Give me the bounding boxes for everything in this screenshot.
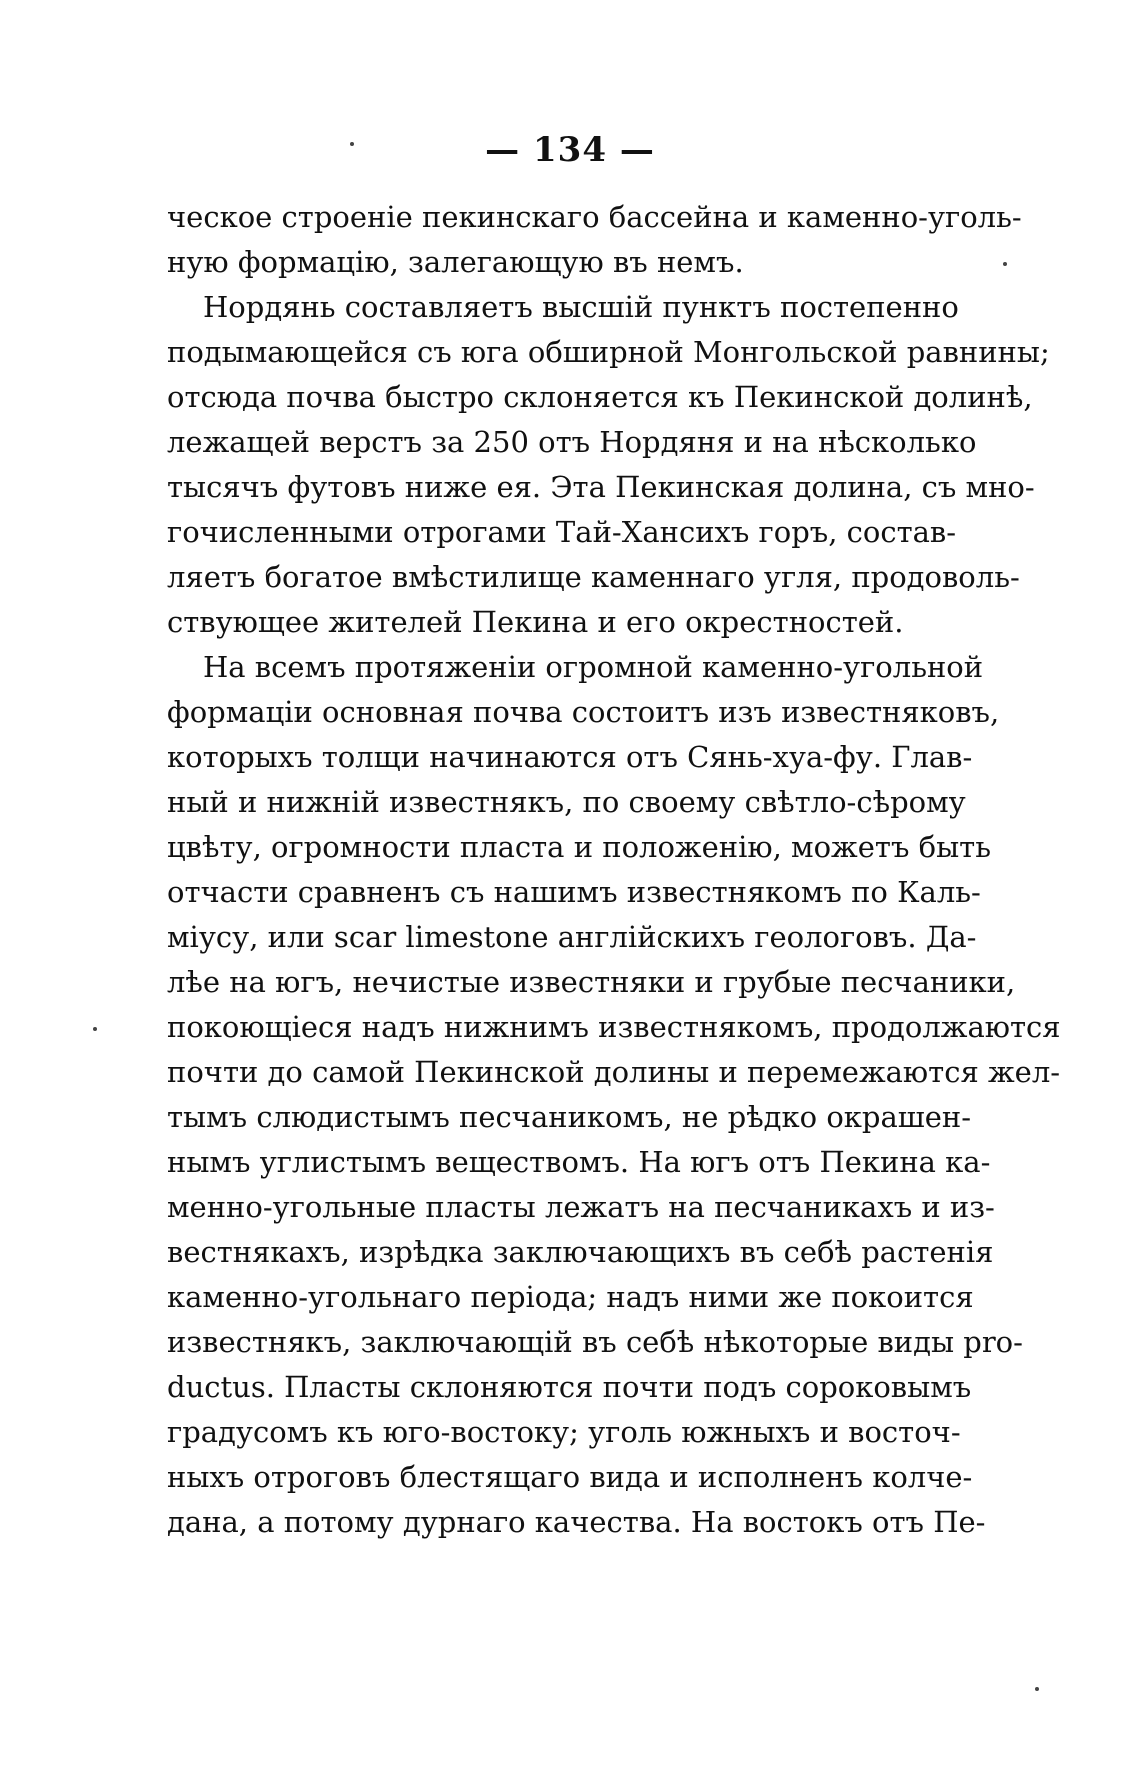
text-line: ную формацію, залегающую въ немъ. <box>167 245 744 279</box>
print-speck <box>350 142 354 146</box>
text-line: менно-угольные пласты лежатъ на песчаникахъ и из- <box>167 1190 995 1224</box>
text-line: ныхъ отроговъ блестящаго вида и исполненъ колче- <box>167 1460 973 1494</box>
text-line: известнякъ, заключающій въ себѣ нѣкоторые виды pro- <box>167 1325 1023 1359</box>
text-line: покоющіеся надъ нижнимъ известнякомъ, продолжаются <box>167 1010 1061 1044</box>
text-line: ствующее жителей Пекина и его окрестностей. <box>167 605 904 639</box>
text-line: градусомъ къ юго-востоку; уголь южныхъ и восточ- <box>167 1415 961 1449</box>
text-line: лѣе на югъ, нечистые известняки и грубые песчаники, <box>167 965 1016 999</box>
text-line: тысячъ футовъ ниже ея. Эта Пекинская долина, съ мно- <box>167 470 1035 504</box>
text-line: вестнякахъ, изрѣдка заключающихъ въ себѣ растенія <box>167 1235 994 1269</box>
print-speck <box>93 1027 97 1031</box>
text-line: дана, а потому дурнаго качества. На востокъ отъ Пе- <box>167 1505 986 1539</box>
text-line: формаціи основная почва состоитъ изъ известняковъ, <box>167 695 1000 729</box>
text-line: цвѣту, огромности пласта и положенію, можетъ быть <box>167 830 991 864</box>
text-line: лежащей верстъ за 250 отъ Нордяня и на нѣсколько <box>167 425 977 459</box>
text-line: тымъ слюдистымъ песчаникомъ, не рѣдко окрашен- <box>167 1100 972 1134</box>
text-line: ческое строеніе пекинскаго бассейна и каменно-уголь- <box>167 200 1022 234</box>
text-line: подымающейся съ юга обширной Монгольской равнины; <box>167 335 1050 369</box>
text-line: каменно-угольнаго періода; надъ ними же покоится <box>167 1280 974 1314</box>
text-line: отсюда почва быстро склоняется къ Пекинской долинѣ, <box>167 380 1033 414</box>
text-line: Нордянь составляетъ высшій пунктъ постепенно <box>203 290 959 324</box>
print-speck <box>1003 262 1007 266</box>
text-line: почти до самой Пекинской долины и перемежаются жел- <box>167 1055 1061 1089</box>
text-line: которыхъ толщи начинаются отъ Сянь-хуа-фу. Глав- <box>167 740 973 774</box>
text-line: ный и нижній известнякъ, по своему свѣтло-сѣрому <box>167 785 966 819</box>
print-speck <box>1035 1687 1039 1691</box>
text-line: На всемъ протяженіи огромной каменно-угольной <box>203 650 984 684</box>
text-line: гочисленными отрогами Тай-Хансихъ горъ, состав- <box>167 515 957 549</box>
page-number: — 134 — <box>485 130 655 170</box>
body-text <box>167 195 1061 1545</box>
text-line: отчасти сравненъ съ нашимъ известнякомъ по Каль- <box>167 875 981 909</box>
text-line: нымъ углистымъ веществомъ. На югъ отъ Пекина ка- <box>167 1145 991 1179</box>
text-line: міусу, или scar limestone англійскихъ геологовъ. Да- <box>167 920 977 954</box>
text-line: ляетъ богатое вмѣстилище каменнаго угля, продоволь- <box>167 560 1020 594</box>
text-line: ductus. Пласты склоняются почти подъ сороковымъ <box>167 1370 972 1404</box>
